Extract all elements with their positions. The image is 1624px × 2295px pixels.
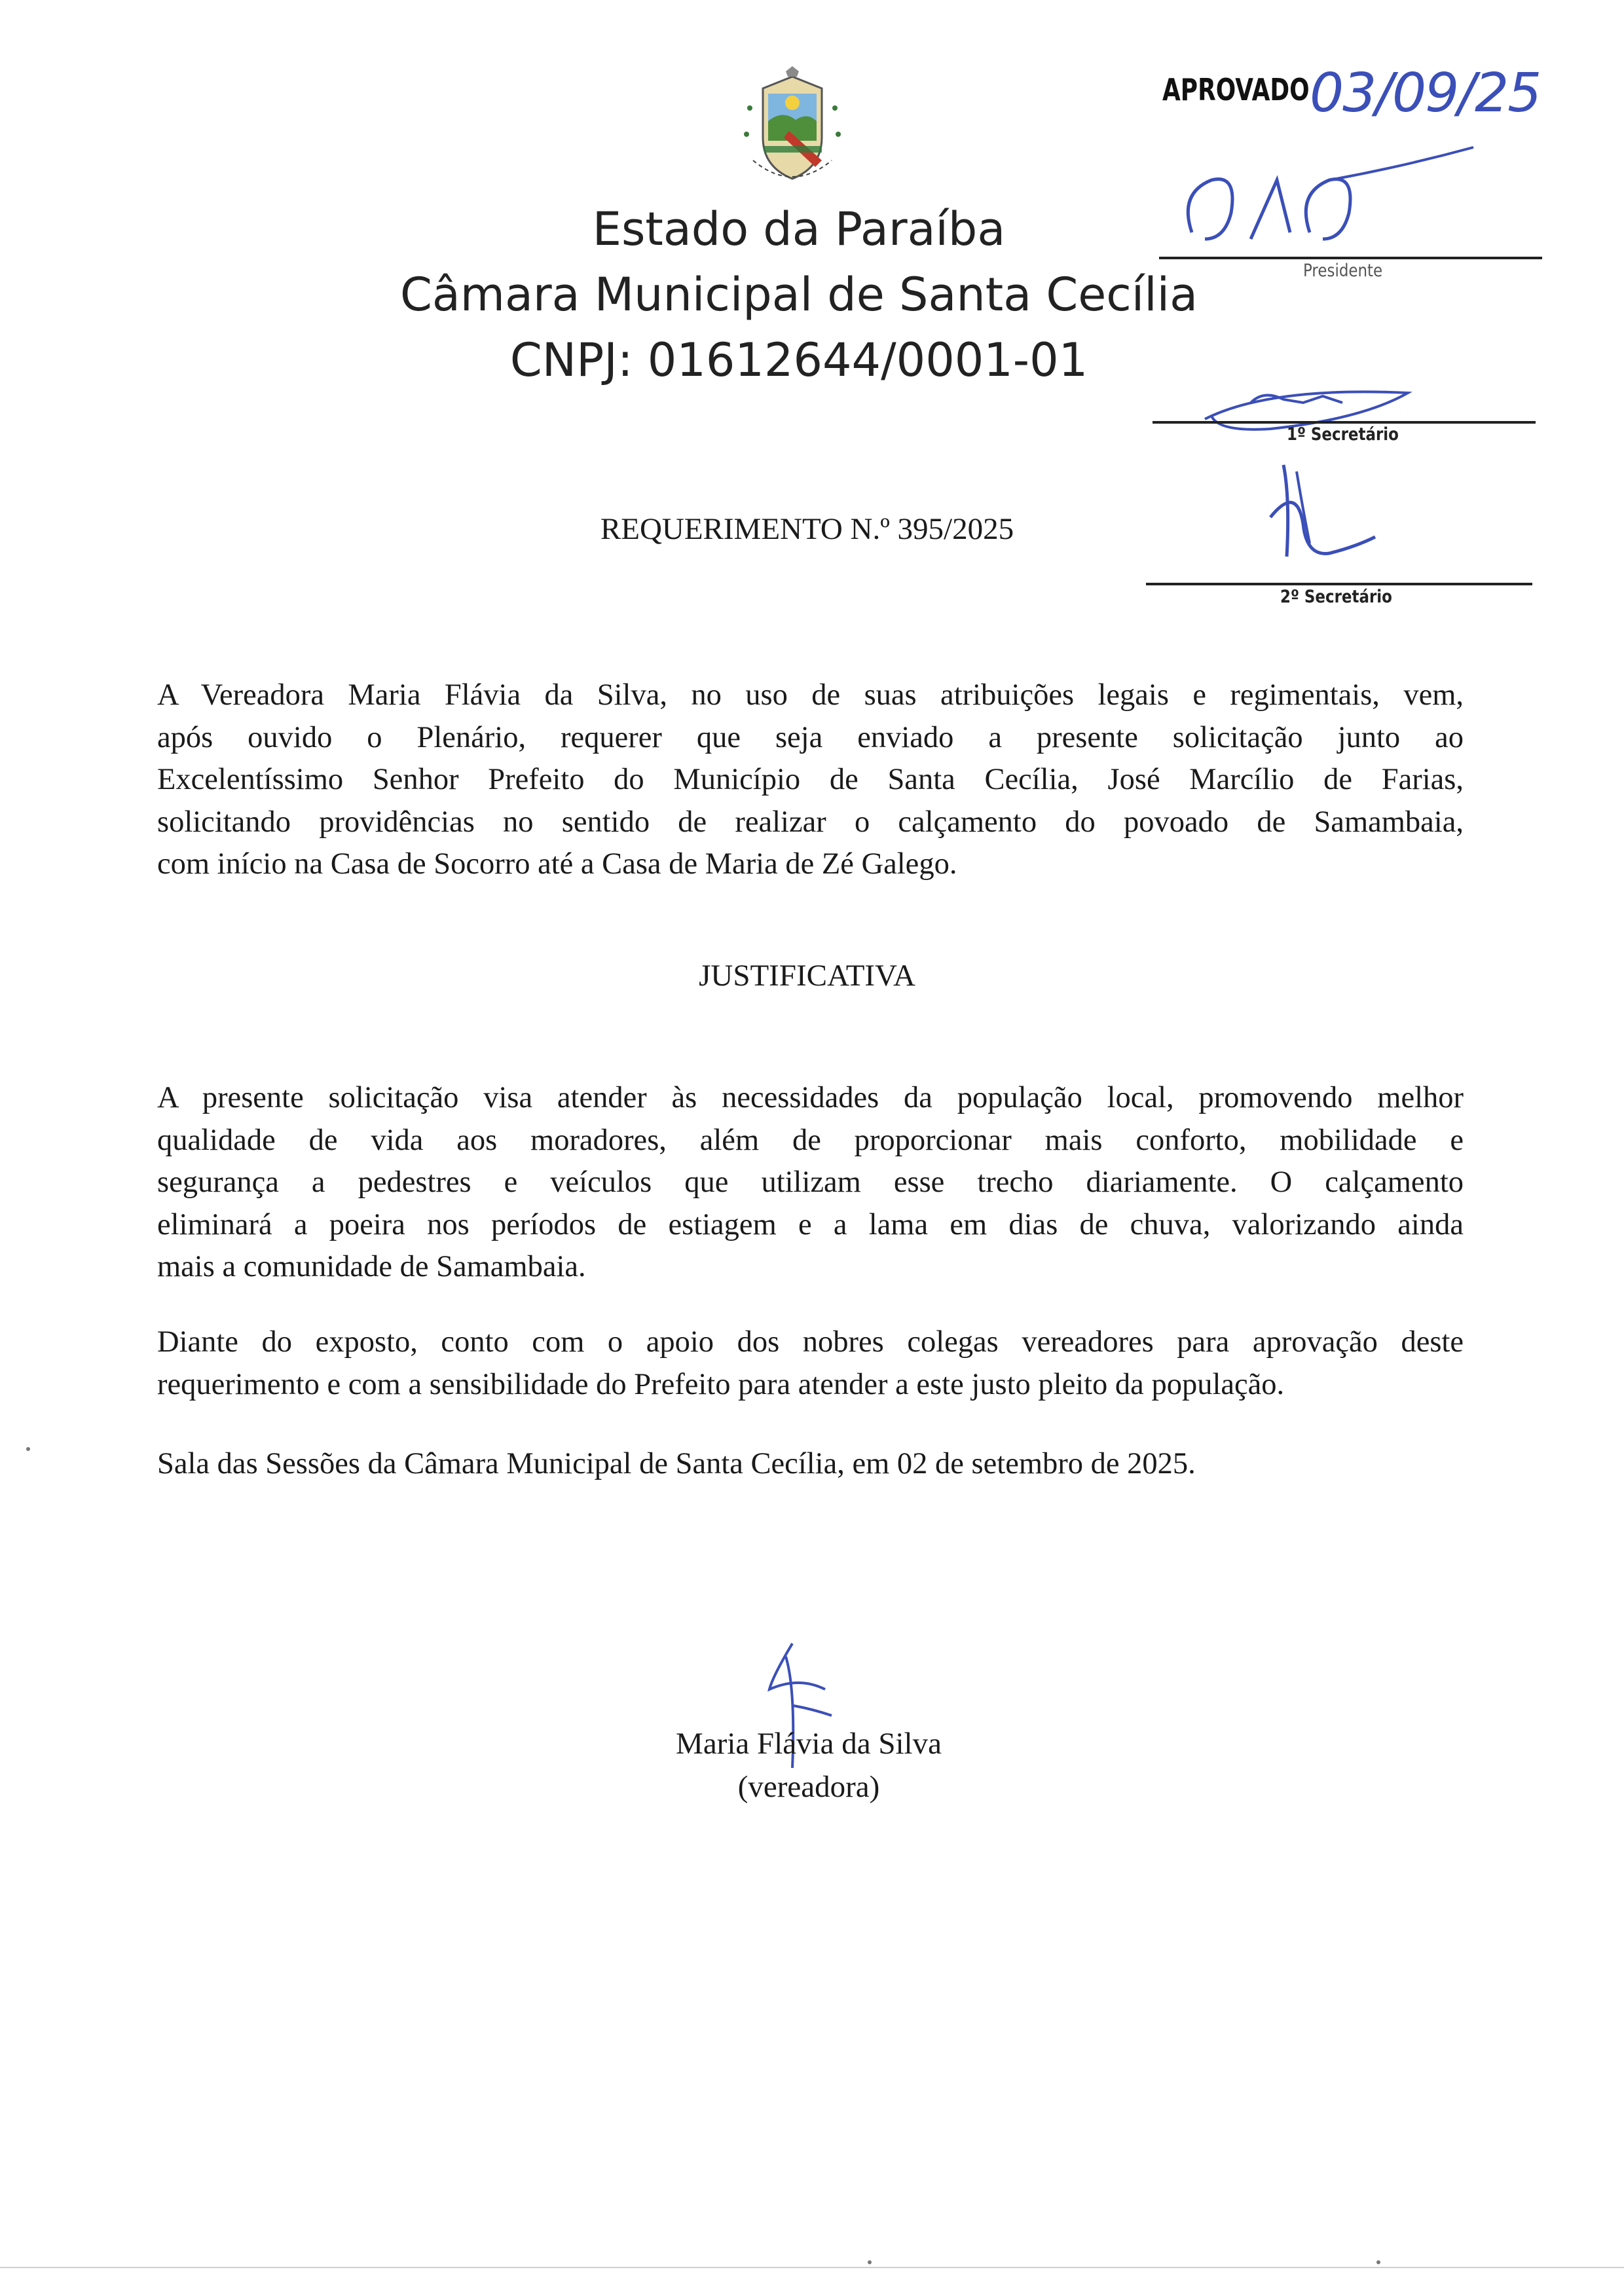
intro-paragraph <box>157 674 1464 886</box>
header-cnpj: CNPJ: 01612644/0001-01 <box>509 333 1088 387</box>
president-caption: Presidente <box>1303 261 1383 281</box>
justification-paragraph <box>157 1077 1464 1289</box>
place-and-date: Sala das Sessões da Câmara Municipal de Santa Cecília, em 02 de setembro de 2025. <box>157 1447 1196 1480</box>
scan-speck <box>1376 2260 1380 2264</box>
president-signature <box>1166 141 1493 259</box>
scan-speck <box>868 2260 872 2264</box>
second-secretary-line <box>1146 583 1532 585</box>
page-bottom-edge <box>0 2267 1624 2268</box>
closing-paragraph <box>157 1321 1464 1406</box>
scan-speck <box>26 1447 30 1451</box>
paragraph-line: mais a comunidade de Samambaia. <box>157 1250 586 1283</box>
paragraph-line: Diante do exposto, conto com o apoio dos nobres colegas vereadores para aprovação deste <box>157 1325 1464 1359</box>
paragraph-line: com início na Casa de Socorro até a Casa de Maria de Zé Galego. <box>157 847 957 881</box>
first-secretary-line <box>1153 421 1536 424</box>
approval-stamp-label: APROVADO <box>1162 72 1310 107</box>
signer-role: (vereadora) <box>737 1770 880 1804</box>
municipal-crest-logo <box>724 62 861 193</box>
document-title: REQUERIMENTO N.º 395/2025 <box>600 512 1014 546</box>
paragraph-line: eliminará a poeira nos períodos de estiagem e a lama em dias de chuva, valorizando ainda <box>157 1207 1464 1241</box>
paragraph-line: qualidade de vida aos moradores, além de proporcionar mais conforto, mobilidade e <box>157 1123 1464 1157</box>
paragraph-line: após ouvido o Plenário, requerer que seja enviado a presente solicitação junto ao <box>157 720 1464 754</box>
signer-block <box>589 1722 1028 1808</box>
header-state: Estado da Paraíba <box>592 202 1006 256</box>
paragraph-line: Excelentíssimo Senhor Prefeito do Município de Santa Cecília, José Marcílio de Farias, <box>157 763 1464 796</box>
header-chamber: Câmara Municipal de Santa Cecília <box>399 268 1198 321</box>
signer-name: Maria Flávia da Silva <box>676 1727 942 1761</box>
paragraph-line: requerimento e com a sensibilidade do Prefeito para atender a este justo pleito da população. <box>157 1367 1285 1401</box>
second-secretary-signature <box>1257 458 1388 570</box>
paragraph-line: A presente solicitação visa atender às necessidades da população local, promovendo melhor <box>157 1081 1464 1114</box>
president-signature-line <box>1159 257 1542 259</box>
first-secretary-caption: 1º Secretário <box>1287 424 1399 445</box>
paragraph-line: A Vereadora Maria Flávia da Silva, no uso de suas atribuições legais e regimentais, vem, <box>157 678 1464 712</box>
second-secretary-caption: 2º Secretário <box>1280 587 1392 607</box>
justification-heading: JUSTIFICATIVA <box>699 959 915 993</box>
approval-date-handwritten: 03/09/25 <box>1310 62 1541 124</box>
paragraph-line: segurança a pedestres e veículos que utilizam esse trecho diariamente. O calçamento <box>157 1166 1464 1199</box>
paragraph-line: solicitando providências no sentido de realizar o calçamento do povoado de Samambaia, <box>157 805 1464 839</box>
